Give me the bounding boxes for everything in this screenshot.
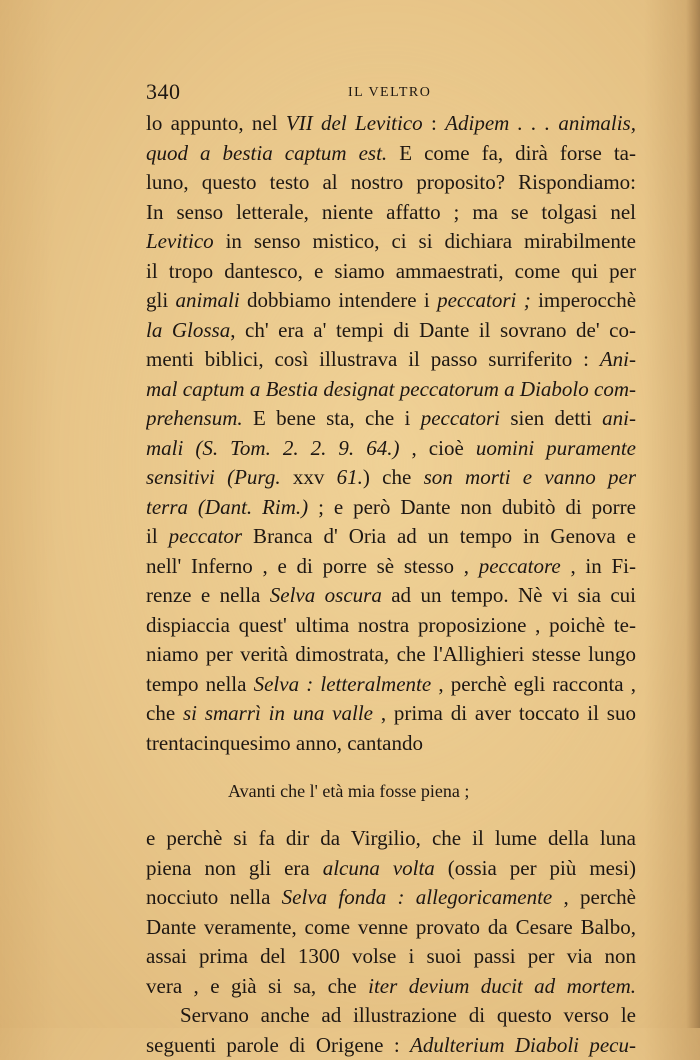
text-segment: nocciuto nella — [146, 885, 282, 909]
text-line — [146, 522, 636, 552]
page-body — [146, 109, 636, 1060]
text-line — [146, 1001, 636, 1031]
text-line — [146, 854, 636, 884]
text-segment: imperocchè — [531, 288, 636, 312]
text-segment: lo appunto, nel — [146, 111, 286, 135]
page-edge-shadow — [686, 0, 700, 1028]
text-segment: Servano anche ad illustrazione di questo verso le — [180, 1003, 636, 1027]
text-segment: trentacinquesimo anno, cantando — [146, 731, 423, 755]
text-segment: seguenti parole di Origene : — [146, 1033, 410, 1057]
text-line — [146, 463, 636, 493]
text-segment: prehensum. — [146, 406, 243, 430]
text-line — [146, 729, 636, 759]
text-segment: peccatori ; — [437, 288, 531, 312]
text-line — [146, 493, 636, 523]
text-line — [146, 611, 636, 641]
text-segment: Ani- — [600, 347, 636, 371]
text-segment: mali (S. Tom. 2. 2. 9. 64.) — [146, 436, 399, 460]
text-segment: il tropo dantesco, e siamo ammaestrati, come qui per — [146, 259, 636, 283]
text-segment: ) che — [363, 465, 424, 489]
text-segment: alcuna volta — [323, 856, 435, 880]
text-line — [146, 139, 636, 169]
text-segment: , perchè — [552, 885, 636, 909]
text-line — [146, 227, 636, 257]
text-line — [146, 670, 636, 700]
text-segment: e perchè si fa dir da Virgilio, che il lume della luna — [146, 826, 636, 850]
text-segment: terra (Dant. Rim.) — [146, 495, 308, 519]
text-segment: Selva oscura — [270, 583, 382, 607]
text-line — [146, 699, 636, 729]
text-segment: Selva : letteralmente — [254, 672, 432, 696]
text-line — [146, 640, 636, 670]
text-segment: sien detti — [500, 406, 602, 430]
text-line — [146, 434, 636, 464]
text-segment: , prima di aver toccato il suo — [373, 701, 636, 725]
text-line — [146, 913, 636, 943]
text-segment: nell' Inferno , e di porre sè stesso , — [146, 554, 479, 578]
text-segment: Adulterium Diaboli pecu- — [410, 1033, 636, 1057]
paragraph-2 — [146, 824, 636, 1060]
text-segment: xxv — [281, 465, 337, 489]
text-segment: , cioè — [399, 436, 475, 460]
text-segment: che — [146, 701, 183, 725]
text-segment: si smarrì in una valle — [183, 701, 373, 725]
text-segment: Branca d' Oria ad un tempo in Genova e — [242, 524, 636, 548]
text-segment: assai prima del 1300 volse i suoi passi per via non — [146, 944, 636, 968]
text-segment: il — [146, 524, 169, 548]
text-segment: Adipem . . . animalis, — [445, 111, 636, 135]
text-segment: peccatori — [421, 406, 500, 430]
text-line — [146, 404, 636, 434]
text-segment: piena non gli era — [146, 856, 323, 880]
verse-quotation: Avanti che l' età mia fosse piena ; — [146, 758, 636, 824]
paragraph-1 — [146, 109, 636, 758]
text-line — [146, 168, 636, 198]
text-segment: niamo per verità dimostrata, che l'Allighieri stesse lungo — [146, 642, 636, 666]
text-line — [146, 375, 636, 405]
text-segment: menti biblici, così illustrava il passo surriferito : — [146, 347, 600, 371]
text-line — [146, 552, 636, 582]
text-segment: sensitivi (Purg. — [146, 465, 281, 489]
text-line — [146, 257, 636, 287]
text-line — [146, 824, 636, 854]
text-line — [146, 198, 636, 228]
text-segment: : — [423, 111, 446, 135]
text-segment: peccator — [169, 524, 242, 548]
text-segment: vera , e già si sa, che — [146, 974, 368, 998]
text-segment: animali — [176, 288, 240, 312]
text-segment: In senso letterale, niente affatto ; ma se tolgasi nel — [146, 200, 636, 224]
text-segment: Levitico — [146, 229, 214, 253]
text-segment: (ossia per più mesi) — [435, 856, 636, 880]
text-segment: dobbiamo intendere i — [240, 288, 437, 312]
page-header — [146, 79, 636, 107]
text-segment: , in Fi- — [561, 554, 636, 578]
text-segment: la Glossa — [146, 318, 230, 342]
text-segment: gli — [146, 288, 176, 312]
text-segment: , perchè egli racconta , — [431, 672, 636, 696]
text-line — [146, 286, 636, 316]
text-line — [146, 883, 636, 913]
text-segment: iter devium ducit ad mortem. — [368, 974, 636, 998]
text-line — [146, 316, 636, 346]
text-segment: ad un tempo. Nè vi sia cui — [382, 583, 636, 607]
text-segment: 61. — [337, 465, 363, 489]
text-segment: VII del Levitico — [286, 111, 423, 135]
text-segment: dispiaccia quest' ultima nostra proposizione , poichè te- — [146, 613, 636, 637]
text-segment: ani- — [602, 406, 636, 430]
text-segment: son morti e vanno per — [424, 465, 636, 489]
text-segment: renze e nella — [146, 583, 270, 607]
page-number: 340 — [146, 79, 181, 105]
text-line — [146, 1031, 636, 1060]
text-segment: tempo nella — [146, 672, 254, 696]
text-segment: peccatore — [479, 554, 561, 578]
text-line — [146, 581, 636, 611]
text-segment: E bene sta, che i — [243, 406, 421, 430]
text-line — [146, 109, 636, 139]
text-segment: Selva fonda : allegoricamente — [282, 885, 553, 909]
text-line — [146, 345, 636, 375]
text-segment: uomini puramente — [476, 436, 636, 460]
running-title: IL VELTRO — [348, 85, 431, 101]
text-segment: Dante veramente, come venne provato da Cesare Balbo, — [146, 915, 636, 939]
text-segment: mal captum a Bestia designat peccatorum a Diabolo com- — [146, 377, 636, 401]
text-line — [146, 942, 636, 972]
text-segment: in senso mistico, ci si dichiara mirabilmente — [214, 229, 636, 253]
text-segment: quod a bestia captum est. — [146, 141, 387, 165]
text-segment: E come fa, dirà forse ta- — [387, 141, 636, 165]
text-line — [146, 972, 636, 1002]
text-segment: luno, questo testo al nostro proposito? Rispondiamo: — [146, 170, 636, 194]
text-segment: ; e però Dante non dubitò di porre — [308, 495, 636, 519]
text-segment: , ch' era a' tempi di Dante il sovrano de' co- — [230, 318, 636, 342]
